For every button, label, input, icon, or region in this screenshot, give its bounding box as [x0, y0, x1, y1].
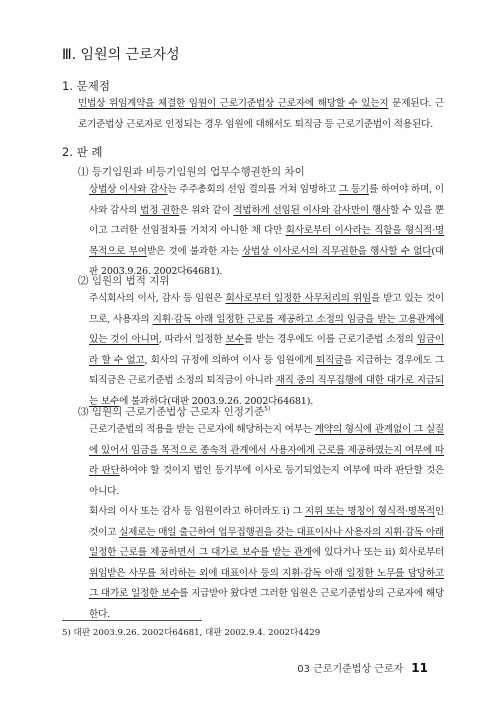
underlined-text: 계약의 형식에 관계없이 그 실질에 있어서 임금을 목적으로 종속적 관계에서 사용자에게 근로를 제공하였는지 여부에 따라 판단: [89, 424, 445, 476]
section-title: Ⅲ. 임원의 근로자성: [62, 47, 180, 63]
text-run: 회사의 이사 또는 감사 등 임원이라고 하더라도 ⅰ) 그: [89, 506, 305, 517]
underlined-text: 상법상 이사와 감사: [89, 184, 168, 195]
underlined-text: 회사로부터 일정한 사무처리의 위임: [225, 293, 372, 304]
heading-sub3: [78, 404, 270, 419]
paragraph-sub3-criteria: [89, 420, 444, 502]
text-run: , 회사의 규정에 의하여 이사 등 임원에게: [144, 354, 316, 366]
underlined-text: 민법상 위임계약을 체결한 임원이 근로기준법상 근로자에 해당할 수 있는지: [78, 98, 389, 109]
text-run: 에 불과하다(대판 2003.9.26. 2002다64681).: [119, 395, 314, 407]
heading-problem: 1. 문제점: [62, 79, 110, 93]
text-run: (대판 2003.9.26. 2002다64681).: [89, 245, 444, 277]
text-run: 하여야 할 것이지 법인 등기부에 이사로 등기되었는지 여부에 따라 판단할 것은 아니다.: [89, 465, 444, 497]
text-run: , 따라서 일정한: [158, 334, 226, 345]
underlined-text: 퇴직금: [315, 354, 344, 366]
heading-sub1: ⑴ 등기임원과 비등기임원의 업무수행권한의 차이: [78, 166, 305, 178]
paragraph-sub3-officer: [89, 502, 444, 625]
text-run: 를 받는 경우에도 이를 근로기준법 소정의: [243, 334, 417, 345]
underlined-text: 지위 또는 명칭이 형식적·명목적: [304, 506, 435, 517]
text-run: 주식회사의 이사, 감사 등 임원은: [89, 293, 226, 304]
underlined-text: 상법상 이사로서의 직무권한을 행사할 수 없다: [242, 245, 432, 257]
page-footer: [297, 660, 428, 675]
text-run: 문제된다. 근로기준법상 근로자로 인정되는 경우 임원에 대해서도 퇴직금 등 근로기준법이 적용된다.: [78, 98, 444, 130]
text-run: 을 지급하는 경우에도 그 퇴직금은 근로기준법 소정의 퇴직금이 아니라: [89, 354, 444, 386]
footnote-divider: [62, 620, 202, 621]
footnote-ref: 5): [264, 405, 271, 413]
text-run: 를 하여야 하며, 이사와 감사의: [89, 184, 444, 216]
underlined-text: 법정 권한: [140, 204, 180, 216]
heading-sub2: ⑵ 임원의 법적 지위: [78, 275, 170, 287]
text-run: 할 수 있을 뿐이고 그러한 선임절차를 거치지 아니한 채 다만: [89, 204, 445, 236]
text-run: 인 것이고: [89, 506, 444, 538]
underlined-text: 임금이라 할 수 없고: [89, 334, 444, 366]
paragraph-problem: [78, 94, 444, 135]
underlined-text: 지휘·감독 아래 일정한 근로를 제공하고 소정의 임금을 받는 고용관계에 있는 것이 아니며: [89, 313, 444, 345]
underlined-text: 실제로는 매일 출근하여 업무집행권을 갖는 대표이사나 사용자의 지휘·감독 아래 일정한 근로를 제공하면서 그 대가로 보수를 받는 관계: [89, 526, 444, 558]
paragraph-sub1: [89, 180, 444, 283]
underlined-text: 위임받은 사무를 처리하는 외에 대표이사 등의 지휘·감독 아래 일정한 노무를 담당하고 그 대가로 일정한 보수: [89, 567, 444, 599]
text-run: 받은 것에 불과한 자는: [146, 245, 243, 257]
underlined-text: 그 등기: [338, 184, 369, 195]
underlined-text: 회사로부터 이사라는 직함을 형식적·명목적으로 부여: [89, 225, 445, 257]
underlined-text: 보수: [225, 334, 244, 345]
heading-sub3-text: ⑶ 임원의 근로기준법상 근로자 인정기준: [78, 406, 265, 418]
text-run: 을 받고 있는 것이므로, 사용자의: [89, 293, 444, 325]
footnote: 5) 대판 2003.9.26. 2002다64681, 대판 2002.9.4. 2002다4429: [62, 628, 321, 638]
page-number: 11: [411, 661, 428, 675]
paragraph-sub2: [89, 289, 444, 412]
footer-chapter: 03 근로기준법상 근로자: [297, 664, 404, 675]
text-run: 근로기준법의 적용을 받는 근로자에 해당하는지 여부는: [89, 424, 315, 435]
text-run: 에 있다거나 또는 ⅱ) 회사로부터: [311, 547, 444, 558]
underlined-text: 재직 중의 직무집행에 대한 대가로 지급되는 보수: [89, 375, 444, 407]
heading-precedent: 2. 판 례: [62, 145, 103, 159]
text-run: 는 주주총회의 선임 결의를 거쳐 임명하고: [167, 184, 339, 195]
underlined-text: 적법하게 선임된 이사와 감사만이 행사: [233, 204, 390, 216]
text-run: 은 위와 같이: [179, 204, 234, 216]
text-run: 를 지급받아 왔다면 그러한 임원은 근로기준법상의 근로자에 해당한다.: [89, 588, 444, 620]
